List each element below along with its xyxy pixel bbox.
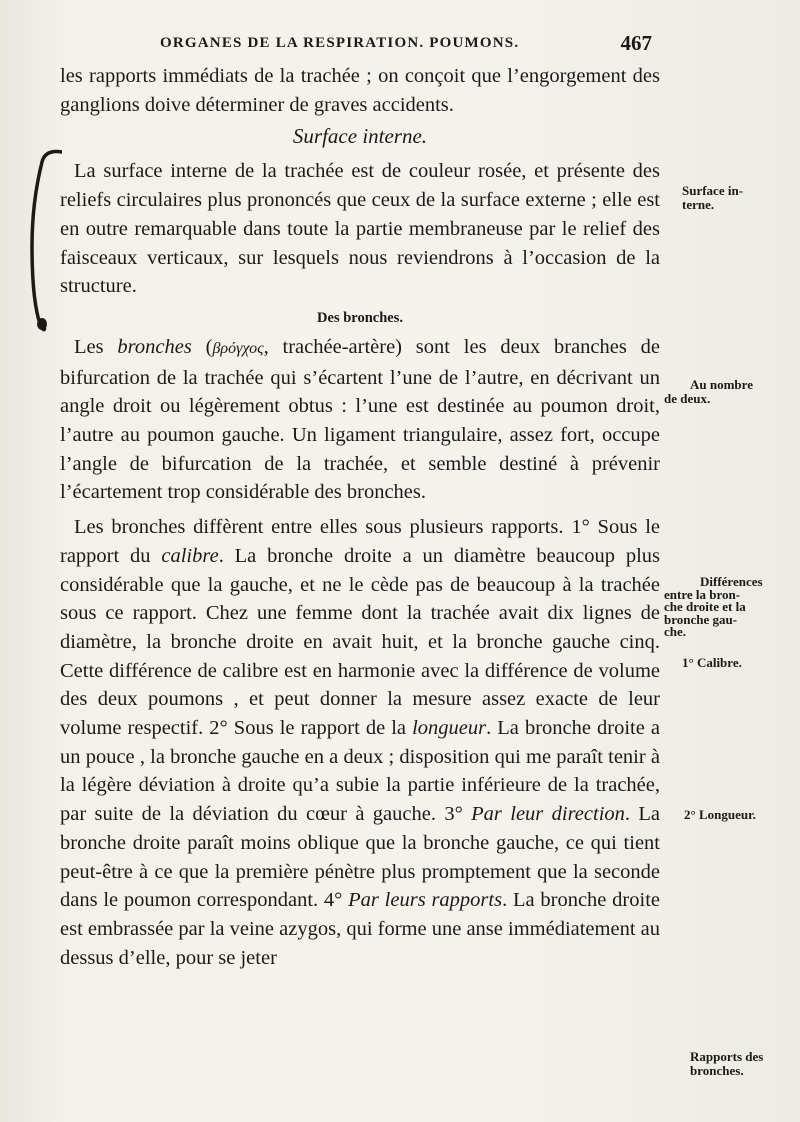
running-head-title: ORGANES DE LA RESPIRATION. POUMONS. [160, 35, 520, 51]
italic-term-bronches: bronches [117, 335, 192, 358]
paragraph-bronches-definition [60, 333, 660, 507]
margin-note-au-nombre [664, 378, 753, 406]
margin-note-longueur: 2° Longueur. [684, 807, 756, 822]
ink-bracket-mark [22, 146, 62, 336]
text-run: Les [74, 335, 118, 358]
page-number: 467 [620, 31, 652, 55]
running-head [60, 33, 656, 59]
margin-note-line: Rapports des [690, 1049, 764, 1064]
margin-note-differences [664, 576, 763, 639]
margin-note-line: entre la bron- [664, 586, 741, 602]
paragraph-surface-interne: La surface interne de la trachée est de couleur rosée, et présente des reliefs circulaires plus prononcés que ceux de la surface externe ; elle est en outre remarquable dans toute la partie membraneuse par le relief des faisceaux verticaux, sur lesquels nous reviendrons à l’occasion de la structure. [60, 160, 660, 298]
greek-etymology: βρόγχος [212, 339, 264, 357]
text-run: . La bronche droite a un pouce , la bronche gauche en a deux ; disposition qui me paraît tenir à la légère déviation à droite qu’a subie la partie inférieure de la trachée, par suite de la déviation du cœur à gauche. 3° [60, 717, 661, 826]
italic-term-longueur: longueur [412, 717, 487, 740]
margin-note-line: Au nombre [690, 377, 753, 392]
italic-term-rapports: Par leurs rapports [348, 889, 503, 912]
main-text [60, 62, 660, 972]
margin-note-surface-interne [682, 184, 743, 212]
margin-note-line: bronches. [690, 1063, 744, 1078]
text-run: ( [191, 335, 213, 358]
margin-note-line: Différences [700, 574, 763, 589]
text-run: . La bronche droite a un diamètre beaucoup plus considérable que la gauche, et ne le cède pas de beaucoup à la trachée sous ce rapport. Chez une femme dont la trachée avait dix lignes de diamètre, la bronche droite en avait huit, et la bronche gauche cinq. Cette différence de calibre est en harmonie avec la différence de volume des deux poumons , et peut donner la mesure assez exacte de leur volume respectif. 2° Sous le rapport de la [60, 544, 660, 740]
margin-note-rapports [690, 1050, 763, 1078]
margin-note-line: terne. [682, 197, 715, 212]
margin-note-line: bronche gau- [664, 611, 738, 627]
margin-note-line: che droite et la [664, 599, 746, 614]
margin-note-calibre: 1° Calibre. [682, 655, 742, 670]
margin-notes [662, 0, 798, 1122]
margin-note-line: che. [664, 624, 687, 639]
text-run: . La bronche droite est embrassée par la veine azygos, qui forme une anse immédiatement au dessus d’elle, pour se jeter [60, 889, 660, 969]
margin-note-line: de deux. [664, 391, 711, 406]
section-heading-bronches: Des bronches. [317, 309, 403, 326]
section-heading-surface-interne: Surface interne. [292, 124, 428, 149]
margin-note-line: Surface in- [682, 183, 744, 198]
text-run: , trachée-artère) sont les deux branches de bifurcation de la trachée qui s’écartent l’une de l’autre, en décrivant un angle droit ou légèrement obtus : l’une est destinée au poumon droit, l’autre au poumon gauche. Un ligament triangulaire, assez fort, occupe l’angle de bifurcation de la trachée, et semble destiné à prévenir l’écartement trop considérable des bronches. [60, 335, 660, 504]
paragraph-continuation: les rapports immédiats de la trachée ; on conçoit que l’engorgement des ganglions doive déterminer de graves accidents. [60, 65, 660, 116]
italic-term-calibre: calibre [161, 544, 219, 567]
italic-term-direction: Par leur direction [471, 803, 625, 826]
text-run: Les bronches diffèrent entre elles sous plusieurs rapports. 1° Sous le rapport du [60, 516, 660, 567]
text-run: . La bronche droite paraît moins oblique que la bronche gauche, ce qui tient peut-être à ce que la première pénètre plus promptement que la seconde dans le poumon correspondant. 4° [60, 803, 660, 912]
paragraph-bronches-differences [60, 513, 660, 972]
